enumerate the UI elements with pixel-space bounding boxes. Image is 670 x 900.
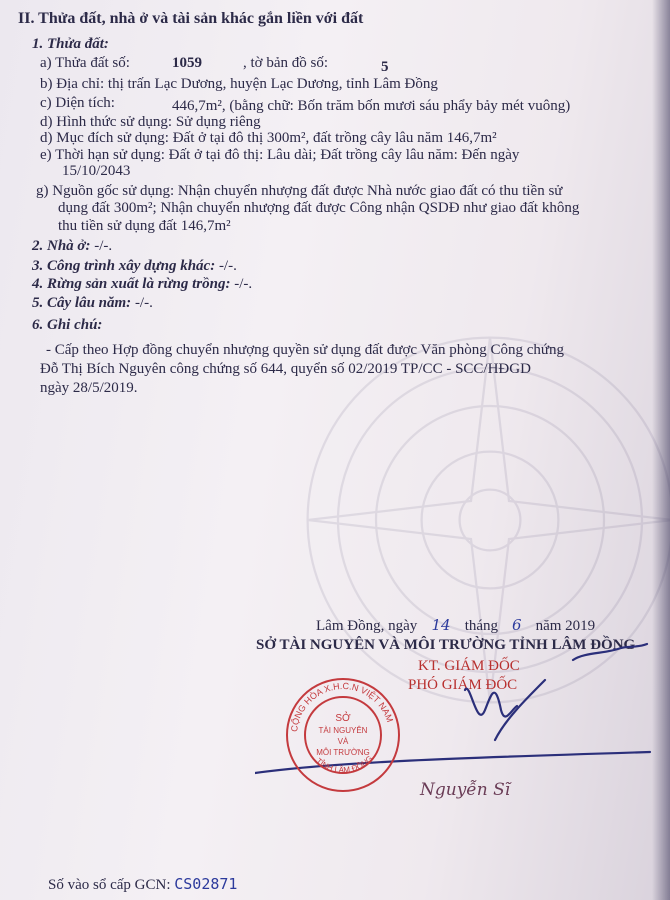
construction-row bbox=[32, 258, 237, 275]
house-label: 2. Nhà ở: bbox=[32, 238, 91, 254]
seal-center-1: SỞ bbox=[335, 713, 351, 724]
sign-date bbox=[316, 617, 595, 635]
seal-bottom-text: TỈNH LÂM ĐỒNG bbox=[314, 754, 375, 775]
land-heading: 1. Thửa đất: bbox=[32, 36, 109, 52]
origin-line2: dụng đất 300m²; Nhận chuyển nhượng đất được Công nhận QSDĐ như giao đất không bbox=[58, 200, 580, 216]
use-purpose: d) Mục đích sử dụng: Đất ở tại đô thị 300m², đất trồng cây lâu năm 146,7m² bbox=[40, 130, 497, 146]
map-sheet-label: , tờ bản đồ số: bbox=[243, 55, 329, 71]
seal-center-2: TÀI NGUYÊN bbox=[318, 726, 368, 735]
land-number-label: a) Thửa đất số: bbox=[40, 55, 130, 71]
seal-center-4: MÔI TRƯỜNG bbox=[316, 748, 370, 757]
construction-label: 3. Công trình xây dựng khác: bbox=[32, 258, 216, 274]
role-deputy-for: KT. GIÁM ĐỐC bbox=[418, 658, 520, 674]
registry-label: Số vào sổ cấp GCN: bbox=[48, 877, 171, 893]
notes-label: 6. Ghi chú: bbox=[32, 317, 103, 333]
perennial-value: -/-. bbox=[134, 295, 153, 311]
use-form: d) Hình thức sử dụng: Sử dụng riêng bbox=[40, 114, 261, 130]
seal-center-3: VÀ bbox=[337, 737, 349, 746]
section-title: II. Thửa đất, nhà ở và tài sản khác gắn liền với đất bbox=[18, 10, 364, 27]
forest-label: 4. Rừng sản xuất là rừng trồng: bbox=[32, 276, 231, 292]
seal-ring-text: CỘNG HÒA X.H.C.N VIỆT NAM bbox=[289, 680, 396, 733]
role-vice-director: PHÓ GIÁM ĐỐC bbox=[408, 677, 518, 693]
notes-line1: - Cấp theo Hợp đồng chuyển nhượng quyền sử dụng đất được Văn phòng Công chứng bbox=[46, 342, 565, 358]
signer-name: Nguyễn Sĩ bbox=[420, 780, 511, 800]
origin-line3: thu tiền sử dụng đất 146,7m² bbox=[58, 218, 231, 234]
year-label: năm 2019 bbox=[535, 618, 596, 634]
forest-value: -/-. bbox=[234, 276, 253, 292]
house-row bbox=[32, 238, 112, 255]
use-term-date: 15/10/2043 bbox=[62, 163, 131, 179]
month-label: tháng bbox=[464, 618, 499, 634]
perennial-row bbox=[32, 295, 153, 312]
origin-line1: g) Nguồn gốc sử dụng: Nhận chuyển nhượng đất được Nhà nước giao đất có thu tiền sử bbox=[36, 183, 563, 199]
agency-name: SỞ TÀI NGUYÊN VÀ MÔI TRƯỜNG TỈNH LÂM ĐỒNG bbox=[256, 637, 636, 653]
use-term: e) Thời hạn sử dụng: Đất ở tại đô thị: Lâu dài; Đất trồng cây lâu năm: Đến ngày bbox=[40, 147, 520, 163]
forest-row bbox=[32, 276, 252, 293]
notes-line2: Đỗ Thị Bích Nguyên công chứng số 644, quyển số 02/2019 TP/CC - SCC/HĐGD bbox=[40, 361, 531, 377]
perennial-label: 5. Cây lâu năm: bbox=[32, 295, 132, 311]
map-sheet-value: 5 bbox=[381, 59, 389, 75]
page-edge-shadow bbox=[652, 0, 670, 900]
date-day: 14 bbox=[431, 616, 451, 634]
address: b) Địa chỉ: thị trấn Lạc Dương, huyện Lạc Dương, tỉnh Lâm Đồng bbox=[40, 76, 438, 92]
official-seal bbox=[283, 675, 403, 795]
notes-line3: ngày 28/5/2019. bbox=[40, 380, 138, 396]
land-number-value: 1059 bbox=[172, 55, 202, 71]
area-label: c) Diện tích: bbox=[40, 95, 115, 111]
construction-value: -/-. bbox=[218, 258, 237, 274]
registry-value: CS02871 bbox=[174, 875, 238, 893]
house-value: -/-. bbox=[94, 238, 113, 254]
registry-row bbox=[48, 876, 237, 894]
date-prefix: Lâm Đồng, ngày bbox=[316, 618, 418, 634]
date-month: 6 bbox=[512, 616, 522, 634]
area-value: 446,7m², (bằng chữ: Bốn trăm bốn mươi sáu phẩy bảy mét vuông) bbox=[172, 98, 571, 114]
